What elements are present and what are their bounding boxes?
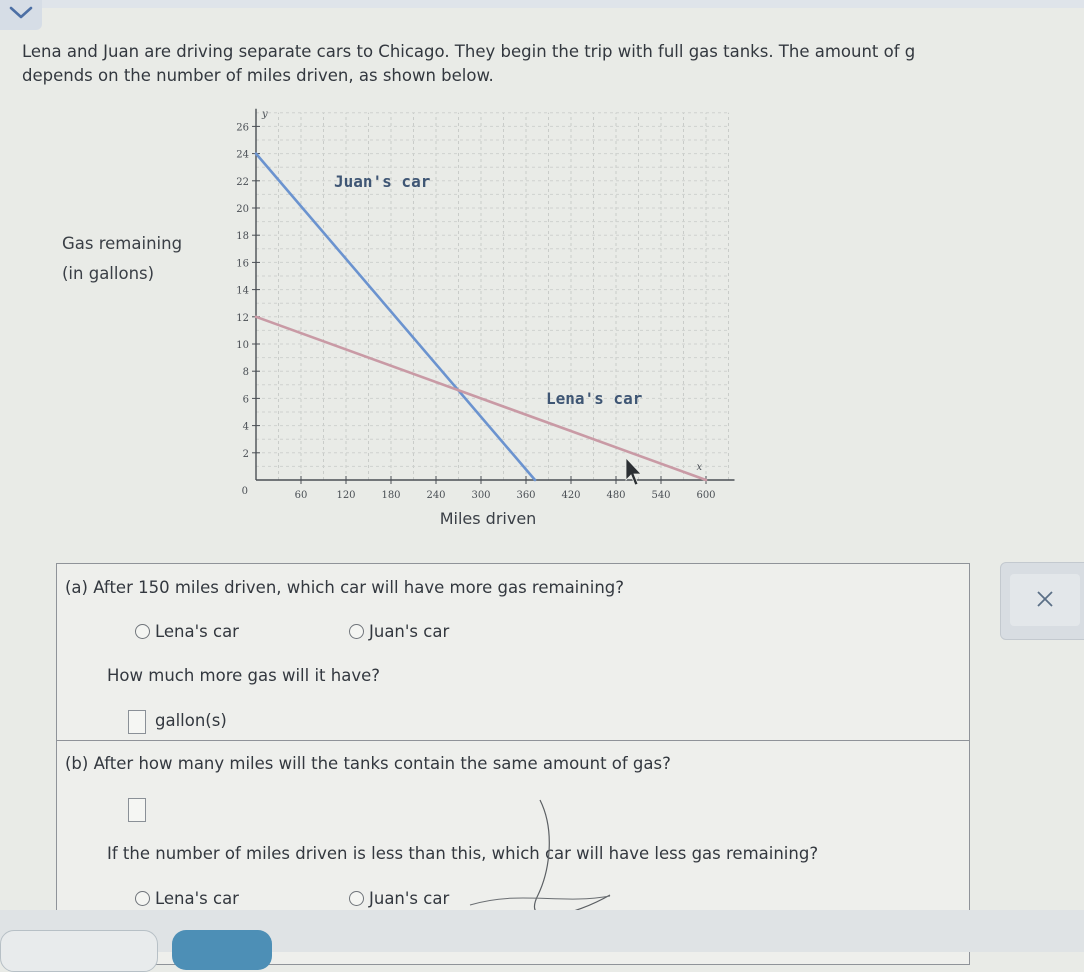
option-label: Juan's car bbox=[369, 889, 450, 908]
clear-button[interactable] bbox=[1010, 574, 1080, 626]
y-axis-letter: y bbox=[262, 108, 268, 120]
gas-graph bbox=[220, 108, 740, 528]
option-label: Juan's car bbox=[369, 622, 450, 641]
mouse-cursor-icon bbox=[626, 458, 641, 485]
y-tick-label: 14 bbox=[236, 285, 249, 297]
bottom-toolbar bbox=[0, 910, 1084, 952]
y-tick-label: 12 bbox=[236, 312, 249, 324]
part-a-gallons-input[interactable] bbox=[128, 710, 146, 734]
x-tick-label: 240 bbox=[426, 490, 446, 501]
problem-line-2: depends on the number of miles driven, as shown below. bbox=[22, 66, 494, 85]
x-tick-label: 300 bbox=[471, 490, 491, 501]
juan-car-line bbox=[256, 154, 535, 480]
chevron-down-icon bbox=[9, 6, 33, 20]
y-tick-label: 22 bbox=[236, 176, 249, 188]
part-a-option-lena[interactable] bbox=[135, 622, 239, 641]
y-tick-label: 10 bbox=[236, 340, 249, 351]
x-tick-label: 420 bbox=[561, 490, 581, 501]
x-tick-label: 480 bbox=[606, 490, 626, 501]
y-axis-title bbox=[62, 229, 182, 289]
part-a-question: (a) After 150 miles driven, which car will have more gas remaining? bbox=[65, 578, 625, 597]
section-divider bbox=[57, 740, 969, 741]
check-button[interactable] bbox=[172, 930, 272, 970]
x-tick-label: 360 bbox=[516, 490, 536, 501]
problem-statement bbox=[22, 40, 1082, 88]
y-axis-title-line-1: Gas remaining bbox=[62, 234, 183, 253]
x-tick-label: 540 bbox=[651, 490, 671, 501]
x-tick-label: 180 bbox=[381, 490, 401, 501]
juan-car-label: Juan's car bbox=[334, 172, 431, 191]
y-tick-label: 8 bbox=[242, 367, 249, 379]
y-tick-label: 24 bbox=[236, 149, 249, 161]
x-tick-label: 120 bbox=[336, 490, 356, 501]
part-b-option-lena[interactable] bbox=[135, 889, 239, 908]
explanation-button[interactable] bbox=[0, 930, 158, 972]
x-axis-title: Miles driven bbox=[439, 509, 537, 528]
y-tick-label: 20 bbox=[236, 204, 249, 215]
part-b-question: (b) After how many miles will the tanks contain the same amount of gas? bbox=[65, 754, 671, 773]
y-tick-label: 4 bbox=[242, 421, 249, 433]
radio-button[interactable] bbox=[135, 624, 150, 639]
collapse-toggle[interactable] bbox=[0, 0, 42, 30]
close-icon bbox=[1037, 591, 1053, 607]
option-label: Lena's car bbox=[155, 622, 239, 641]
x-tick-label: 600 bbox=[696, 490, 716, 501]
y-tick-label: 16 bbox=[236, 258, 249, 270]
y-tick-label: 26 bbox=[236, 122, 249, 134]
units-label: gallon(s) bbox=[155, 711, 227, 730]
part-a-option-juan[interactable] bbox=[349, 622, 449, 641]
radio-button[interactable] bbox=[349, 891, 364, 906]
problem-line-1: Lena and Juan are driving separate cars to Chicago. They begin the trip with full gas tanks. The amount of g bbox=[22, 42, 916, 61]
part-b-followup: If the number of miles driven is less than this, which car will have less gas remaining? bbox=[107, 844, 819, 863]
x-tick-label: 60 bbox=[294, 490, 308, 501]
y-tick-label: 2 bbox=[242, 448, 249, 460]
x-axis-letter: x bbox=[696, 462, 703, 473]
radio-button[interactable] bbox=[349, 624, 364, 639]
lena-car-label: Lena's car bbox=[546, 389, 643, 408]
question-panel bbox=[56, 563, 970, 965]
y-tick-label: 18 bbox=[236, 231, 249, 243]
option-label: Lena's car bbox=[155, 889, 239, 908]
part-b-miles-input[interactable] bbox=[128, 798, 146, 822]
part-a-followup: How much more gas will it have? bbox=[107, 666, 380, 685]
origin-label: 0 bbox=[241, 486, 248, 497]
top-strip bbox=[0, 0, 1084, 8]
part-b-option-juan[interactable] bbox=[349, 889, 449, 908]
radio-button[interactable] bbox=[135, 891, 150, 906]
y-tick-label: 6 bbox=[242, 394, 249, 406]
y-axis-title-line-2: (in gallons) bbox=[62, 264, 155, 283]
